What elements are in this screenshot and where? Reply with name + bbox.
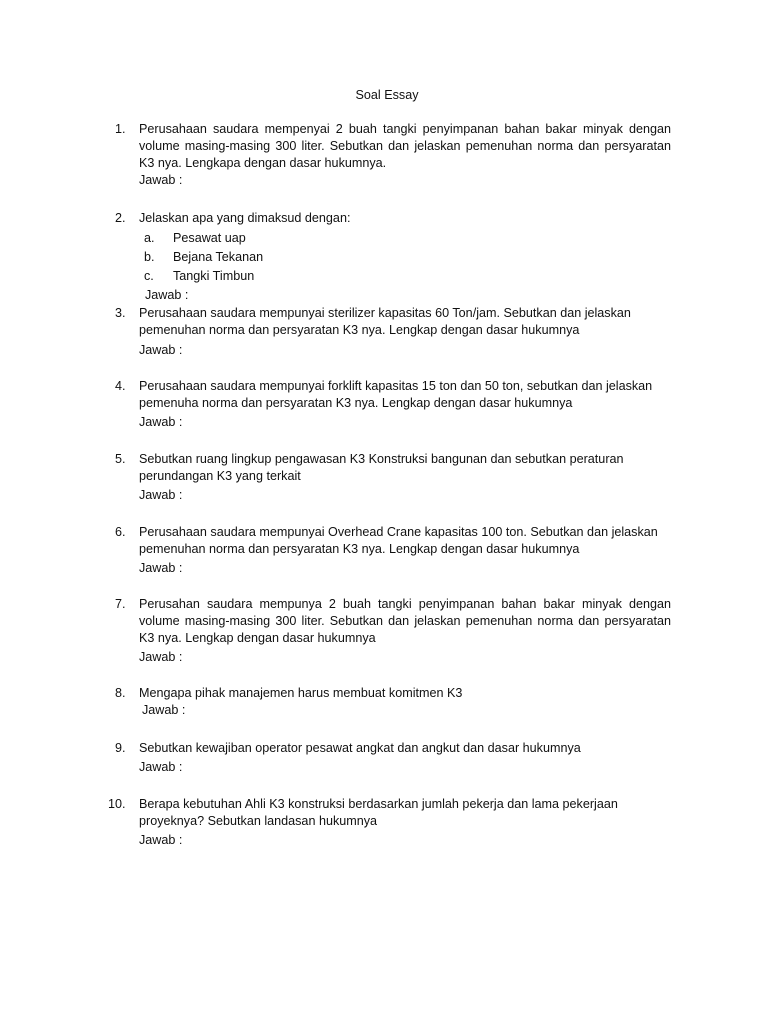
sub-item-a xyxy=(144,230,671,247)
question-number: 3. xyxy=(115,306,126,320)
question-text: Perusahaan saudara mempunyai Overhead Crane kapasitas 100 ton. Sebutkan dan jelaskan pemenuhan norma dan persyaratan K3 nya. Lengkap dengan dasar hukumnya xyxy=(139,525,658,556)
question-number: 9. xyxy=(115,741,126,755)
question-text: Sebutkan kewajiban operator pesawat angkat dan angkut dan dasar hukumnya xyxy=(139,741,581,755)
sub-item-text: Bejana Tekanan xyxy=(173,250,264,264)
question-3 xyxy=(115,305,671,359)
question-5 xyxy=(115,451,671,504)
answer-label: Jawab : xyxy=(139,343,183,357)
sub-item-b xyxy=(144,249,671,266)
question-1 xyxy=(115,121,671,189)
answer-label: Jawab : xyxy=(139,561,183,575)
question-6 xyxy=(115,524,671,577)
answer-label: Jawab : xyxy=(142,703,186,717)
answer-label: Jawab : xyxy=(145,288,189,302)
question-7 xyxy=(115,596,671,666)
question-8 xyxy=(115,685,671,719)
question-text: Perusahan saudara mempunya 2 buah tangki penyimpanan bahan bakar minyak dengan volume masing-masing 300 liter. Sebutkan dan jelaskan pemenuhan norma dan persyaratan K3 nya. Lengkap dengan dasar hukumnya xyxy=(139,597,671,645)
question-9 xyxy=(115,740,671,776)
answer-label: Jawab : xyxy=(139,173,183,187)
question-number: 1. xyxy=(115,122,126,136)
answer-label: Jawab : xyxy=(139,415,183,429)
sub-item-letter: c. xyxy=(144,269,154,283)
answer-label: Jawab : xyxy=(139,833,183,847)
question-10 xyxy=(108,796,671,849)
question-text: Perusahaan saudara mempenyai 2 buah tangki penyimpanan bahan bakar minyak dengan volume masing-masing 300 liter. Sebutkan dan jelaskan pemenuhan norma dan persyaratan K3 nya. Lengkapa dengan dasar hukumnya. xyxy=(139,122,671,170)
question-2 xyxy=(115,210,671,304)
question-4 xyxy=(115,378,671,431)
sub-item-c xyxy=(144,268,671,285)
page-title: Soal Essay xyxy=(355,88,419,102)
question-text: Sebutkan ruang lingkup pengawasan K3 Konstruksi bangunan dan sebutkan peraturan perundangan K3 yang terkait xyxy=(139,452,624,483)
question-number: 6. xyxy=(115,525,126,539)
question-text: Jelaskan apa yang dimaksud dengan: xyxy=(139,211,351,225)
question-text: Mengapa pihak manajemen harus membuat komitmen K3 xyxy=(139,686,463,700)
question-number: 2. xyxy=(115,211,126,225)
question-number: 4. xyxy=(115,379,126,393)
sub-item-letter: b. xyxy=(144,250,155,264)
question-number: 5. xyxy=(115,452,126,466)
question-number: 7. xyxy=(115,597,126,611)
question-number: 10. xyxy=(108,797,126,811)
question-number: 8. xyxy=(115,686,126,700)
sub-item-text: Pesawat uap xyxy=(173,231,246,245)
answer-label: Jawab : xyxy=(139,650,183,664)
answer-label: Jawab : xyxy=(139,488,183,502)
answer-label: Jawab : xyxy=(139,760,183,774)
sub-item-text: Tangki Timbun xyxy=(173,269,255,283)
sub-item-letter: a. xyxy=(144,231,155,245)
question-text: Perusahaan saudara mempunyai sterilizer kapasitas 60 Ton/jam. Sebutkan dan jelaskan pemenuhan norma dan persyaratan K3 nya. Lengkap dengan dasar hukumnya xyxy=(139,306,631,337)
question-text: Berapa kebutuhan Ahli K3 konstruksi berdasarkan jumlah pekerja dan lama pekerjaan proyeknya? Sebutkan landasan hukumnya xyxy=(139,797,618,828)
question-text: Perusahaan saudara mempunyai forklift kapasitas 15 ton dan 50 ton, sebutkan dan jelaskan pemenuha norma dan persyaratan K3 nya. Lengkap dengan dasar hukumnya xyxy=(139,379,653,410)
